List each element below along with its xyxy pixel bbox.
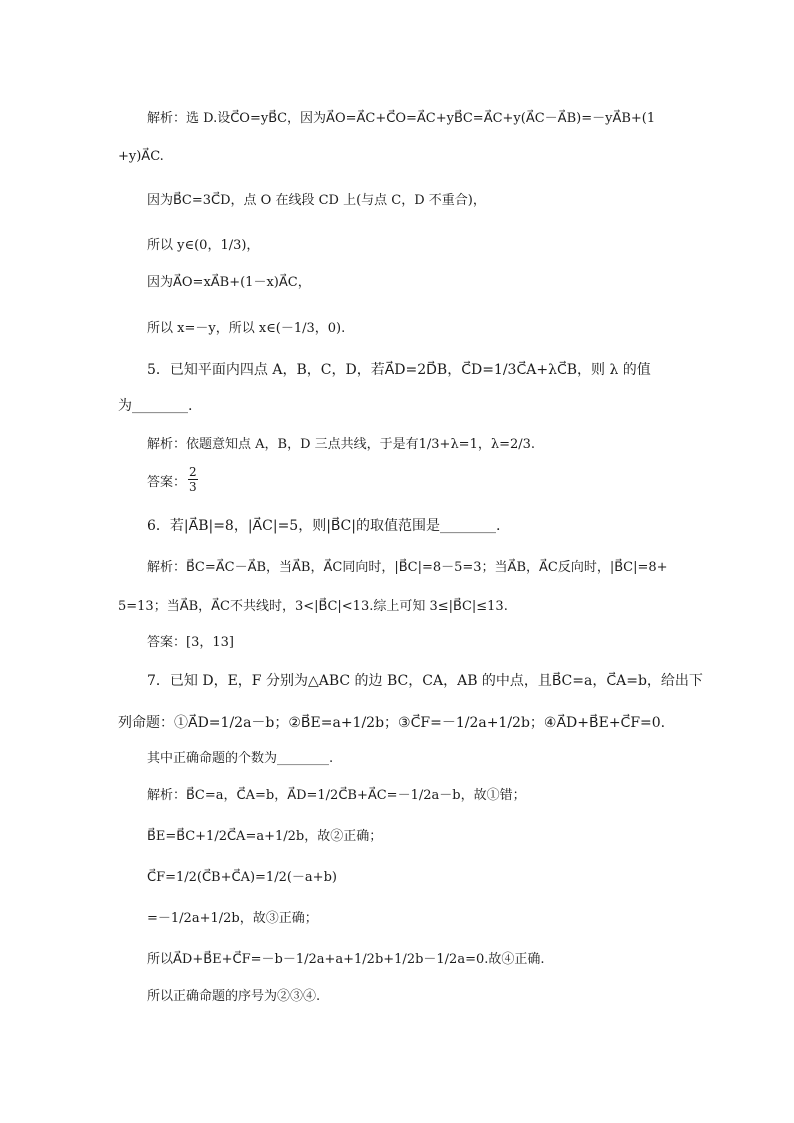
question-7-analysis-4: =－1/2a+1/2b，故③正确； bbox=[147, 911, 318, 926]
question-5-answer-label: 答案： bbox=[147, 475, 187, 490]
analysis-4-line-5: 因为A⃗O=xA⃗B+(1－x)A⃗C， bbox=[147, 275, 311, 290]
question-7-line-1: 7．已知 D，E，F 分别为△ABC 的边 BC，CA，AB 的中点，且B⃗C=a，C⃗A=b，给出下 bbox=[147, 673, 703, 689]
analysis-4-line-3: 因为B⃗C=3C⃗D，点 O 在线段 CD 上(与点 C，D 不重合)， bbox=[147, 193, 486, 208]
question-7-analysis-3: C⃗F=1/2(C⃗B+C⃗A)=1/2(－a+b) bbox=[147, 870, 337, 885]
question-6-line-1: 6．若|A⃗B|=8，|A⃗C|=5，则|B⃗C|的取值范围是________. bbox=[147, 518, 501, 534]
analysis-4-line-2: +y)A⃗C. bbox=[118, 149, 164, 164]
question-6-answer: 答案：[3，13] bbox=[147, 635, 234, 650]
question-7-analysis-6: 所以正确命题的序号为②③④. bbox=[147, 989, 321, 1004]
question-5-line-1: 5．已知平面内四点 A，B，C，D，若A⃗D=2D⃗B，C⃗D=1/3C⃗A+λC⃗B，则 λ 的值 bbox=[147, 362, 651, 378]
analysis-4-line-6: 所以 x=－y，所以 x∈(－1/3，0). bbox=[147, 321, 346, 336]
question-6-analysis-1: 解析：B⃗C=A⃗C－A⃗B，当A⃗B，A⃗C同向时，|B⃗C|=8－5=3；当A⃗B，A⃗C反向时，|B⃗C|=8+ bbox=[147, 560, 668, 575]
question-7-analysis-2: B⃗E=B⃗C+1/2C⃗A=a+1/2b，故②正确； bbox=[147, 829, 383, 844]
question-7-analysis-5: 所以A⃗D+B⃗E+C⃗F=－b－1/2a+a+1/2b+1/2b－1/2a=0.故④正确. bbox=[147, 952, 545, 967]
question-5-analysis: 解析：依题意知点 A，B，D 三点共线，于是有1/3+λ=1，λ=2/3. bbox=[147, 437, 536, 452]
question-5-line-2: 为________. bbox=[118, 398, 193, 414]
question-7-line-3: 其中正确命题的个数为________. bbox=[147, 751, 334, 766]
question-5-answer-fraction bbox=[188, 465, 198, 494]
answer-denominator: 3 bbox=[189, 480, 197, 494]
question-7-analysis-1: 解析：B⃗C=a，C⃗A=b，A⃗D=1/2C⃗B+A⃗C=－1/2a－b，故①错； bbox=[147, 788, 526, 803]
answer-numerator: 2 bbox=[189, 465, 197, 479]
question-6-analysis-2: 5=13；当A⃗B，A⃗C不共线时，3<|B⃗C|<13.综上可知 3≤|B⃗C|≤13. bbox=[118, 599, 508, 614]
analysis-4-line-4: 所以 y∈(0，1/3)， bbox=[147, 238, 260, 253]
question-7-line-2: 列命题：①A⃗D=1/2a－b；②B⃗E=a+1/2b；③C⃗F=－1/2a+1/2b；④A⃗D+B⃗E+C⃗F=0. bbox=[118, 715, 666, 731]
analysis-4-line-1: 解析：选 D.设C⃗O=yB⃗C，因为A⃗O=A⃗C+C⃗O=A⃗C+yB⃗C=A⃗C+y(A⃗C－A⃗B)=－yA⃗B+(1 bbox=[147, 111, 656, 126]
